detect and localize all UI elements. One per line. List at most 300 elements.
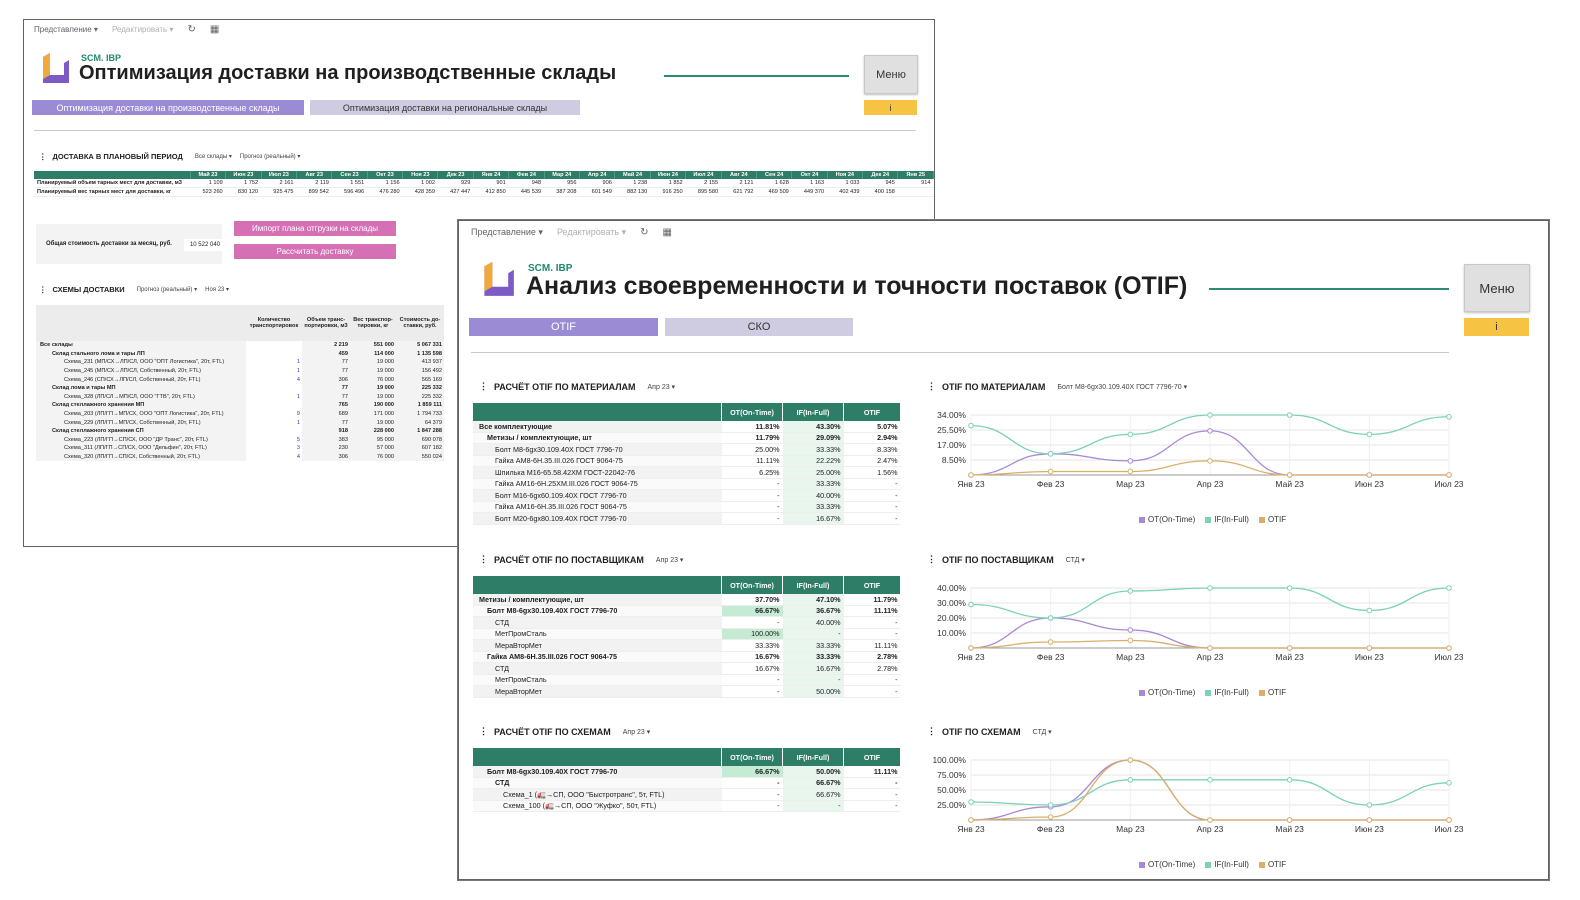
if-cell: 43.30% [783, 421, 844, 432]
legend-swatch [1205, 862, 1211, 868]
vol-cell: 77 [341, 368, 348, 375]
view-menu[interactable]: Представление ▾ [34, 25, 98, 34]
month-header: Ноя 23 [403, 171, 438, 179]
count-cell[interactable]: 3 [246, 444, 302, 453]
name-header [473, 748, 722, 766]
y-tick-label: 25.50% [937, 425, 966, 435]
table-row [36, 427, 444, 436]
ot-cell: - [722, 686, 783, 698]
legend-label: OT(On-Time) [1148, 860, 1196, 869]
more-icon[interactable]: ⋮ [479, 726, 488, 736]
otif-cell: 2.78% [844, 663, 901, 675]
count-cell[interactable] [246, 384, 302, 393]
import-plan-button[interactable]: Импорт плана отгрузки на склады [234, 221, 396, 236]
legend-item[interactable] [1205, 860, 1249, 869]
data-point [1048, 469, 1053, 474]
scheme-name: Схема_246 (СП/СХ→ЛП/СЛ, Собственный, 20т, FTL) [64, 376, 201, 383]
month-header: Янв 24 [473, 171, 508, 179]
table-row [473, 777, 901, 789]
menu-button[interactable]: Меню [864, 55, 918, 94]
y-tick-label: 8.50% [941, 455, 966, 465]
data-point [1128, 638, 1133, 643]
legend-item[interactable] [1259, 860, 1286, 869]
table-cell: 1 852 [650, 179, 685, 188]
table-row [36, 418, 444, 427]
table-cell: 449 370 [792, 188, 827, 197]
table-row [473, 444, 901, 456]
table-row [473, 467, 901, 479]
legend-swatch [1205, 690, 1211, 696]
x-tick-label: Апр 23 [1196, 824, 1224, 834]
table-cell: 906 [579, 179, 614, 188]
row-name: Схема_1 (🚛→СП, ООО "Быстротранс", 5т, FTL) [473, 789, 722, 801]
count-cell[interactable] [246, 350, 302, 359]
scheme-name: Склад стального лома и тары ЛП [52, 350, 145, 357]
month-header: Окт 23 [367, 171, 402, 179]
ot-cell: 11.11% [722, 455, 783, 467]
legend-item[interactable] [1139, 515, 1195, 524]
x-tick-label: Мар 23 [1116, 824, 1145, 834]
wt-cell: 76 000 [376, 454, 394, 461]
ot-cell: 16.67% [722, 651, 783, 663]
row-name: Гайка АМ16-6Н.35.III.026 ГОСТ 9064-75 [473, 501, 722, 513]
view-menu[interactable]: Представление ▾ [471, 227, 543, 237]
table-cell: 916 250 [650, 188, 685, 197]
table-cell: 895 580 [686, 188, 721, 197]
cost-cell: 690 078 [421, 436, 442, 443]
table-cell: 469 509 [756, 188, 791, 197]
x-tick-label: Фев 23 [1036, 479, 1065, 489]
otif-cell: 11.11% [844, 605, 901, 617]
row-label: Планируемый объем тарных мест для доставки, м3 [34, 179, 190, 188]
metric-header: OTIF [844, 748, 901, 766]
ot-cell: - [722, 490, 783, 502]
legend-swatch [1259, 517, 1265, 523]
menu-button[interactable]: Меню [1464, 264, 1530, 312]
legend-label: OTIF [1267, 860, 1287, 869]
legend-item[interactable] [1139, 860, 1195, 869]
ot-cell: 16.67% [722, 663, 783, 675]
if-cell: 66.67% [783, 789, 844, 801]
table-row [473, 789, 901, 801]
table-cell: 428 359 [403, 188, 438, 197]
if-cell: - [783, 628, 844, 640]
ot-cell: - [722, 513, 783, 525]
data-point [1287, 586, 1292, 591]
table-cell: 882 130 [615, 188, 650, 197]
table-row [36, 444, 444, 453]
metric-header: OT(On-Time) [722, 576, 783, 594]
month-header: Авг 23 [297, 171, 332, 179]
count-cell[interactable] [246, 427, 302, 436]
data-point [1367, 818, 1372, 823]
if-cell: 40.00% [783, 490, 844, 502]
otif-cell: 1.56% [844, 467, 901, 479]
header-row [473, 403, 901, 421]
cost-label: Общая стоимость доставки за месяц, руб. [46, 241, 172, 247]
month-header: Май 24 [615, 171, 650, 179]
more-icon[interactable]: ⋮ [927, 381, 936, 391]
if-cell: 36.67% [783, 605, 844, 617]
tab-sko[interactable]: СКО [665, 318, 853, 336]
vol-cell: 918 [338, 428, 348, 435]
data-point [1287, 646, 1292, 651]
row-name: Болт М8-6gх30.109.40Х ГОСТ 7796-70 [473, 766, 722, 777]
month-header: Июл 23 [261, 171, 296, 179]
otif-cell: 2.78% [844, 651, 901, 663]
count-cell[interactable]: 5 [246, 436, 302, 445]
month-filter[interactable]: Ноя 23 ▾ [205, 286, 229, 293]
data-point [1447, 473, 1452, 478]
legend-swatch [1139, 517, 1145, 523]
data-point [1208, 413, 1213, 418]
data-point [1208, 818, 1213, 823]
count-cell[interactable]: 9 [246, 410, 302, 419]
metric-header: IF(In-Full) [783, 748, 844, 766]
row-name: Болт М16-6gх60.109.40Х ГОСТ 7796-70 [473, 490, 722, 502]
data-point [1447, 818, 1452, 823]
forecast-filter[interactable]: Прогноз (реальный) ▾ [240, 153, 300, 160]
if-cell: 47.10% [783, 594, 844, 605]
table-cell: 1 033 [827, 179, 862, 188]
data-point [1287, 413, 1292, 418]
table-row [36, 384, 444, 393]
data-point [1048, 815, 1053, 820]
if-cell: 33.33% [783, 501, 844, 513]
edit-menu[interactable]: Редактировать ▾ [556, 227, 627, 237]
wt-cell: 228 000 [373, 428, 394, 435]
x-tick-label: Фев 23 [1036, 652, 1065, 662]
table-row [473, 605, 901, 617]
info-button[interactable]: i [1464, 318, 1529, 336]
data-point [1367, 473, 1372, 478]
table-row [473, 800, 901, 812]
more-icon[interactable]: ⋮ [39, 285, 47, 294]
table-row [36, 358, 444, 367]
materials-section-title: ⋮ РАСЧЁТ OTIF ПО МАТЕРИАЛАМ Апр 23 ▾ [479, 381, 675, 392]
table-row [473, 651, 901, 663]
count-cell[interactable]: 1 [246, 367, 302, 376]
title-line [664, 75, 849, 77]
data-point [1367, 803, 1372, 808]
table-cell: 1 109 [190, 179, 225, 188]
if-cell: - [783, 674, 844, 686]
calculate-delivery-button[interactable]: Рассчитать доставку [234, 244, 396, 259]
ot-cell: 66.67% [722, 766, 783, 777]
otif-cell: - [844, 800, 901, 812]
y-tick-label: 10.00% [937, 628, 966, 638]
wt-cell: 114 000 [374, 350, 394, 357]
y-tick-label: 34.00% [937, 410, 966, 420]
month-filter[interactable]: Апр 23 ▾ [656, 556, 684, 564]
row-name: Все комплектующие [473, 421, 722, 432]
supplier-filter[interactable]: СТД ▾ [1066, 556, 1085, 564]
table-row [36, 341, 444, 350]
otif-schemes-table [473, 748, 901, 812]
scheme-name: Схема_223 (ЛП/ГП→СП/СХ, ООО "ДР Транс", 20т, FTL) [64, 436, 208, 443]
table-row [36, 453, 444, 462]
wt-cell: 19 000 [376, 385, 394, 392]
ot-cell: 33.33% [722, 640, 783, 652]
name-header [473, 576, 722, 594]
x-tick-label: Апр 23 [1196, 479, 1224, 489]
legend-label: OT(On-Time) [1148, 688, 1196, 697]
y-tick-label: 17.00% [937, 440, 966, 450]
cost-value: 10 522 040 [184, 239, 222, 251]
table-cell: 945 [863, 179, 898, 188]
more-icon[interactable]: ⋮ [927, 554, 936, 564]
table-row [36, 410, 444, 419]
legend-item[interactable] [1139, 688, 1195, 697]
cost-cell: 1 794 733 [417, 411, 442, 418]
chart-legend [1139, 860, 1286, 869]
if-cell: 66.67% [783, 777, 844, 789]
table-cell: 956 [544, 179, 579, 188]
name-header [473, 403, 722, 421]
x-tick-label: Июл 23 [1434, 479, 1464, 489]
ot-cell: - [722, 478, 783, 490]
cost-cell: 1 847 288 [417, 428, 442, 435]
if-cell: 40.00% [783, 617, 844, 629]
table-row [473, 432, 901, 444]
otif-cell: - [844, 617, 901, 629]
y-tick-label: 30.00% [937, 598, 966, 608]
wt-cell: 19 000 [376, 368, 394, 375]
forecast-filter[interactable]: Прогноз (реальный) ▾ [137, 286, 197, 293]
table-cell: 1 002 [403, 179, 438, 188]
table-cell: 2 119 [297, 179, 332, 188]
table-cell: 387 208 [544, 188, 579, 197]
data-point [969, 602, 974, 607]
metric-header: OTIF [844, 576, 901, 594]
row-name: Болт М8-6gх30.109.40Х ГОСТ 7796-70 [473, 605, 722, 617]
data-point [1208, 778, 1213, 783]
row-name: Гайка АМ8-6Н.35.III.026 ГОСТ 9064-75 [473, 651, 722, 663]
legend-item[interactable] [1259, 688, 1286, 697]
header-row [473, 748, 901, 766]
col-count: Количество транспортировок [246, 305, 302, 341]
if-cell: 16.67% [783, 513, 844, 525]
wt-cell: 551 000 [373, 342, 394, 349]
vol-cell: 459 [338, 350, 348, 357]
otif-cell: - [844, 501, 901, 513]
table-cell: 899 542 [297, 188, 332, 197]
table-row [473, 766, 901, 777]
otif-cell: - [844, 513, 901, 525]
more-icon[interactable]: ⋮ [479, 381, 488, 391]
tab-production-warehouses[interactable]: Оптимизация доставки на производственные склады [32, 100, 304, 115]
tab-otif[interactable]: OTIF [469, 318, 658, 336]
cost-box [36, 224, 222, 264]
month-header: Окт 24 [792, 171, 827, 179]
table-cell: 901 [473, 179, 508, 188]
vol-cell: 765 [338, 402, 348, 409]
otif-suppliers-table [473, 576, 901, 698]
row-name: СТД [473, 777, 722, 789]
month-header: Сен 23 [332, 171, 367, 179]
scheme-filter[interactable]: СТД ▾ [1033, 728, 1052, 736]
otif-analysis-window [458, 220, 1549, 880]
legend-swatch [1139, 690, 1145, 696]
otif-cell: - [844, 628, 901, 640]
ot-cell: 37.70% [722, 594, 783, 605]
table-row [473, 501, 901, 513]
table-row [36, 401, 444, 410]
cost-cell: 565 169 [421, 376, 442, 383]
row-label: Планируемый вес тарных мест для доставки, кг [34, 188, 190, 197]
table-row [34, 188, 934, 197]
data-point [969, 818, 974, 823]
count-cell[interactable] [246, 401, 302, 410]
legend-item[interactable] [1259, 515, 1286, 524]
vol-cell: 77 [341, 393, 348, 400]
scheme-name: Схема_320 (ЛП/ГП→СП/СХ, Собственный, 20т, FTL) [64, 454, 200, 461]
toolbar [34, 24, 219, 35]
chart-schemes-title: ⋮ OTIF ПО СХЕМАМ СТД ▾ [927, 726, 1052, 737]
row-name: МераВторМет [473, 640, 722, 652]
x-tick-label: Мар 23 [1116, 652, 1145, 662]
scheme-name: Схема_328 (ЛП/СЛ→МП/СЛ, ООО "ГТВ", 20т, FTL) [64, 393, 195, 400]
if-cell: 25.00% [783, 467, 844, 479]
legend-label: OTIF [1267, 688, 1287, 697]
table-row [473, 455, 901, 467]
more-icon[interactable]: ⋮ [39, 152, 47, 161]
table-row [473, 490, 901, 502]
table-cell: 830 120 [226, 188, 261, 197]
count-cell[interactable]: 1 [246, 393, 302, 402]
table-row [36, 436, 444, 445]
material-filter[interactable]: Болт М8-6gх30.109.40Х ГОСТ 7796-70 ▾ [1057, 383, 1187, 391]
scheme-name: Схема_203 (ЛП/ГП→МП/СХ, ООО "ОПТ Логистика", 20т, FTL) [64, 411, 224, 418]
divider [471, 352, 1449, 353]
refresh-icon[interactable]: ↻ [640, 227, 649, 238]
row-name: МераВторМет [473, 686, 722, 698]
otif-cell: 11.79% [844, 594, 901, 605]
x-tick-label: Янв 23 [957, 479, 985, 489]
table-cell: 621 792 [721, 188, 756, 197]
scheme-name: Склад стеллажного хранения СП [52, 428, 144, 435]
table-icon[interactable]: ▦ [209, 24, 220, 35]
more-icon[interactable]: ⋮ [479, 554, 488, 564]
row-name: Метизы / комплектующие, шт [473, 594, 722, 605]
legend-label: IF(In-Full) [1214, 860, 1249, 869]
table-cell: 2 155 [686, 179, 721, 188]
count-cell[interactable] [246, 341, 302, 350]
metric-header: OT(On-Time) [722, 403, 783, 421]
table-row [36, 367, 444, 376]
info-button[interactable]: i [864, 100, 917, 115]
cost-cell: 64 379 [424, 419, 442, 426]
data-point [969, 800, 974, 805]
metric-header: IF(In-Full) [783, 403, 844, 421]
wt-cell: 171 000 [373, 411, 394, 418]
scheme-name: Схема_229 (ЛП/ГП→МП/СХ, Собственный, 20т, FTL) [64, 419, 201, 426]
data-point [969, 473, 974, 478]
table-row [36, 375, 444, 384]
month-filter[interactable]: Апр 23 ▾ [623, 728, 651, 736]
table-cell: 914 [898, 179, 934, 188]
data-point [1048, 616, 1053, 621]
if-cell: 29.09% [783, 432, 844, 444]
table-icon[interactable]: ▦ [662, 227, 672, 238]
month-header: Июн 23 [226, 171, 261, 179]
month-header: Май 23 [190, 171, 225, 179]
legend-item[interactable] [1205, 688, 1249, 697]
scheme-name: Схема_245 (МП/СХ→ЛП/СЛ, Собственный, 20т, FTL) [64, 368, 202, 375]
x-tick-label: Апр 23 [1196, 652, 1224, 662]
legend-swatch [1259, 690, 1265, 696]
table-cell: 1 156 [367, 179, 402, 188]
if-cell: 33.33% [783, 478, 844, 490]
data-point [1208, 459, 1213, 464]
wt-cell: 19 000 [376, 359, 394, 366]
table-cell: 596 496 [332, 188, 367, 197]
scheme-name: Склад лома и тары МП [52, 385, 116, 392]
month-header: Янв 25 [898, 171, 934, 179]
refresh-icon[interactable]: ↻ [187, 24, 196, 35]
count-cell[interactable]: 4 [246, 375, 302, 384]
cost-cell: 225 332 [421, 393, 442, 400]
wt-cell: 95 000 [376, 436, 394, 443]
edit-menu[interactable]: Редактировать ▾ [111, 25, 174, 34]
table-row [473, 421, 901, 432]
data-point [1208, 586, 1213, 591]
x-tick-label: Май 23 [1275, 479, 1304, 489]
otif-cell: 8.33% [844, 444, 901, 456]
count-cell[interactable]: 4 [246, 453, 302, 462]
cost-cell: 413 937 [421, 359, 442, 366]
otif-cell: 5.07% [844, 421, 901, 432]
title-line [1209, 288, 1449, 290]
wt-cell: 19 000 [376, 393, 394, 400]
vol-cell: 2 219 [334, 342, 348, 349]
x-tick-label: Июн 23 [1354, 479, 1384, 489]
count-cell[interactable]: 1 [246, 418, 302, 427]
ot-cell: - [722, 777, 783, 789]
if-cell: 50.00% [783, 686, 844, 698]
data-point [1208, 429, 1213, 434]
table-cell: 601 549 [579, 188, 614, 197]
cost-cell: 1 859 111 [417, 402, 442, 409]
data-point [1048, 803, 1053, 808]
table-cell: 929 [438, 179, 473, 188]
ot-cell: 11.79% [722, 432, 783, 444]
table-row [473, 674, 901, 686]
ot-cell: 6.25% [722, 467, 783, 479]
table-cell: 400 158 [863, 188, 898, 197]
table-row [34, 179, 934, 188]
x-tick-label: Июн 23 [1354, 652, 1384, 662]
table-cell: 402 439 [827, 188, 862, 197]
legend-swatch [1205, 517, 1211, 523]
otif-cell: - [844, 674, 901, 686]
count-cell[interactable]: 1 [246, 358, 302, 367]
table-cell: 948 [509, 179, 544, 188]
table-cell: 2 121 [721, 179, 756, 188]
vol-cell: 306 [338, 376, 348, 383]
more-icon[interactable]: ⋮ [927, 726, 936, 736]
month-filter[interactable]: Апр 23 ▾ [648, 383, 676, 391]
row-name: Метизы / комплектующие, шт [473, 432, 722, 444]
warehouse-filter[interactable]: Все склады ▾ [195, 153, 232, 160]
tab-regional-warehouses[interactable]: Оптимизация доставки на региональные склады [310, 100, 580, 115]
table-cell: 476 280 [367, 188, 402, 197]
month-header: Сен 24 [756, 171, 791, 179]
table-cell: 412 850 [473, 188, 508, 197]
header-row [473, 576, 901, 594]
scheme-name: Склад стеллажного хранения МП [52, 402, 145, 409]
legend-item[interactable] [1205, 515, 1249, 524]
